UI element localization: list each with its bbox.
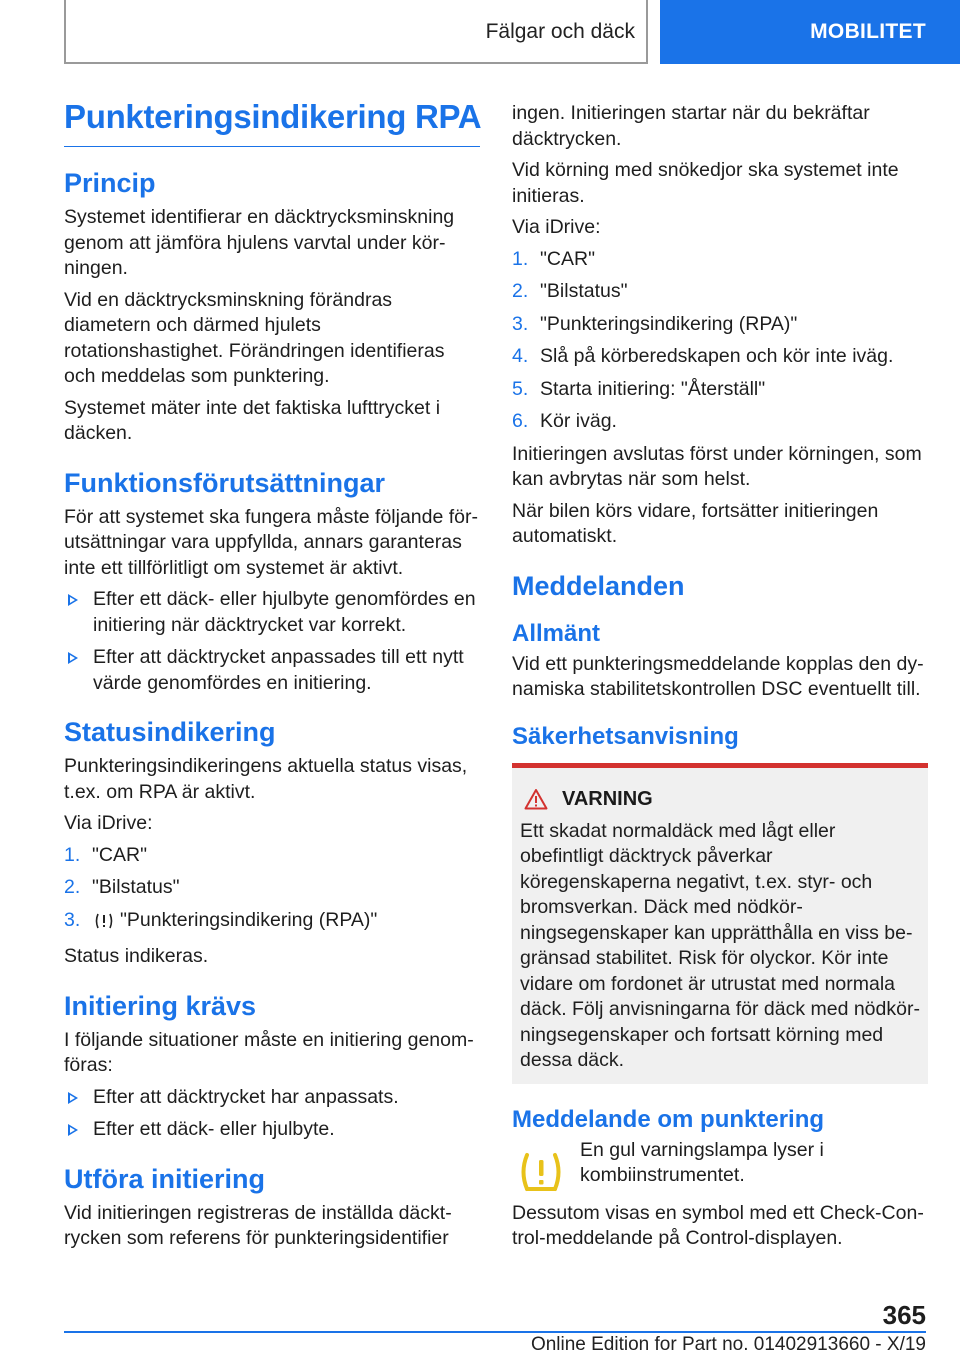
paragraph: Via iDrive:	[64, 812, 153, 834]
list-item: 6. Kör iväg.	[512, 410, 617, 432]
list-item: 5. Starta initiering: "Återställ"	[512, 377, 766, 400]
paragraph: Vid en däcktrycksminskning förändras diametern och därmed hjulets rotationshastighet. Förändringen identifieras och meddelas som punktering.	[64, 288, 445, 387]
heading-sakerhetsanvisning: Säkerhetsanvisning	[512, 722, 739, 750]
page-number: 365	[882, 1300, 926, 1330]
paragraph: För att systemet ska fungera måste följande förutsättningar vara uppfyllda, annars garanteras inte ett tillförlitligt om systemet är aktivt.	[64, 505, 479, 579]
heading-princip: Princip	[64, 168, 156, 198]
page-title: Punkteringsindikering RPA	[64, 96, 480, 147]
list-item: 2. "Bilstatus"	[512, 280, 628, 302]
paragraph: ingen. Initieringen startar när du bekräftar däcktrycken.	[512, 102, 870, 150]
triangle-bullet-icon	[68, 594, 78, 606]
step-list	[64, 843, 480, 938]
punktering-message-row	[512, 1138, 928, 1195]
paragraph: En gul varningslampa lyser i kombiinstrumentet.	[580, 1138, 824, 1186]
right-column	[512, 96, 928, 1258]
triangle-bullet-icon	[68, 1092, 78, 1104]
paragraph: Status indikeras.	[64, 945, 209, 967]
step-list	[512, 247, 928, 435]
warning-text: Ett skadat normaldäck med lågt eller obefintligt däcktryck påverkar köregenskaperna negativt, t.ex. styr- och bromsverkan. Däck med nödkörningsegenskaper kan upprätthålla en viss begränsad stabilitet. Risk för olyckor. Kör inte vidare om fordonet är utrustat med normala däck. Följ anvisningarna för däck med nödkörningsegenskaper och fortsatt körning med dessa däck.	[520, 819, 920, 1071]
heading-meddelande-om-punktering: Meddelande om punktering	[512, 1105, 825, 1133]
heading-funktionsforutsattningar: Funktionsförutsättningar	[64, 467, 385, 498]
warning-triangle-icon	[524, 788, 548, 810]
paragraph: I följande situationer måste en initiering genomföras:	[64, 1028, 474, 1076]
paragraph: Initieringen avslutas först under körningen, som kan avbrytas när som helst.	[512, 442, 922, 490]
list-item: 1. "CAR"	[512, 247, 596, 270]
paragraph: När bilen körs vidare, fortsätter initieringen automatiskt.	[512, 499, 879, 547]
paragraph: Punkteringsindikeringens aktuella status visas, t.ex. om RPA är aktivt.	[64, 755, 468, 803]
chapter-tab[interactable]: MOBILITET	[660, 0, 960, 64]
warning-box	[512, 763, 928, 1084]
paragraph: Vid initieringen registreras de inställda däcktrycken som referens för punkteringsidentifier	[64, 1201, 452, 1249]
list-item: 4. Slå på körberedskapen och kör inte iväg.	[512, 345, 894, 367]
warning-label: VARNING	[562, 787, 653, 810]
paragraph: Via iDrive:	[512, 216, 601, 238]
heading-statusindikering: Statusindikering	[64, 717, 276, 747]
heading-initiering-kravs: Initiering krävs	[64, 990, 257, 1021]
heading-allmant: Allmänt	[512, 619, 601, 647]
list-item: Efter att däcktrycket anpassades till ett nytt värde genomfördes en initiering.	[64, 645, 480, 696]
triangle-bullet-icon	[68, 652, 78, 664]
warning-header	[520, 788, 920, 811]
paragraph: Vid ett punkteringsmeddelande kopplas den dynamiska stabilitetskontrollen DSC eventuellt till.	[512, 652, 924, 700]
list-item: 3. "Punkteringsindikering (RPA)"	[64, 908, 480, 938]
bullet-list	[64, 1085, 480, 1143]
list-item: 3. "Punkteringsindikering (RPA)"	[512, 312, 798, 335]
footer-edition: Online Edition for Part no. 01402913660 - X/19	[530, 1334, 926, 1355]
left-column	[64, 96, 480, 1258]
tire-pressure-icon	[94, 912, 114, 938]
section-title: Fälgar och däck	[485, 20, 635, 43]
paragraph: Systemet identifierar en däcktrycksminskning genom att jämföra hjulens varvtal under körningen.	[64, 206, 455, 279]
footer-divider	[64, 1331, 926, 1333]
list-item: Efter ett däck- eller hjulbyte genomfördes en initiering när däcktrycket var korrekt.	[64, 587, 480, 638]
list-item: Efter att däcktrycket har anpassats.	[64, 1085, 480, 1111]
list-item: Efter ett däck- eller hjulbyte.	[64, 1117, 480, 1143]
tire-pressure-warning-lamp-icon	[518, 1152, 564, 1192]
heading-utfora-initiering: Utföra initiering	[64, 1163, 265, 1194]
paragraph: Dessutom visas en symbol med ett Check-Control-meddelande på Control-displayen.	[512, 1201, 924, 1249]
paragraph: Vid körning med snökedjor ska systemet inte initieras.	[512, 159, 899, 207]
list-item: 1. "CAR"	[64, 843, 148, 866]
paragraph: Systemet mäter inte det faktiska lufttrycket i däcken.	[64, 396, 441, 444]
heading-meddelanden: Meddelanden	[512, 570, 685, 601]
triangle-bullet-icon	[68, 1124, 78, 1136]
list-item: 2. "Bilstatus"	[64, 876, 180, 898]
bullet-list	[64, 587, 480, 696]
